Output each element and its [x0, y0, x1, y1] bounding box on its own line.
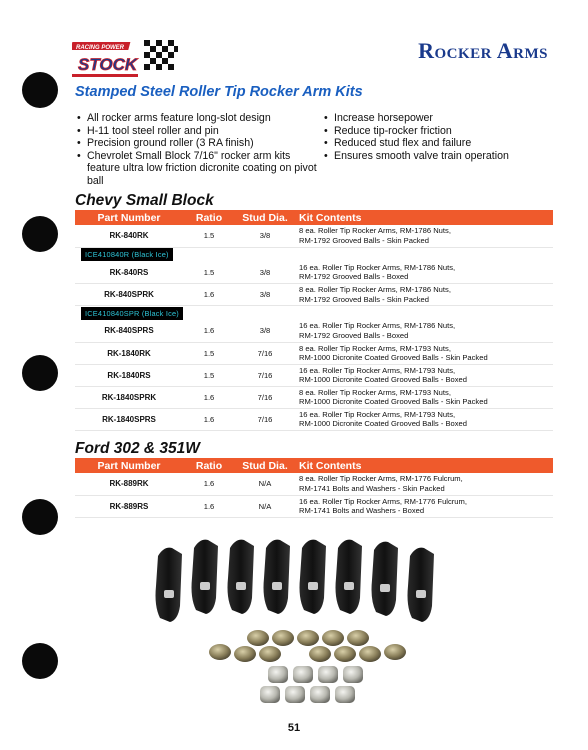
col-header-contents: Kit Contents: [295, 458, 553, 473]
kit-contents-cell: [295, 284, 553, 306]
part-number-cell: RK-840SPRK: [75, 284, 183, 306]
feature-list-right: [322, 112, 552, 162]
table-row: [75, 284, 553, 306]
kit-contents-line: 16 ea. Roller Tip Rocker Arms, RM-1786 Nuts,: [299, 321, 456, 331]
ratio-cell: 1.6: [183, 495, 235, 517]
stud-dia-cell: 3/8: [235, 262, 295, 284]
col-header-stud: Stud Dia.: [235, 210, 295, 225]
ford-kit-table: [75, 458, 553, 518]
binder-hole-5: [22, 643, 58, 679]
col-header-stud: Stud Dia.: [235, 458, 295, 473]
ratio-cell: 1.6: [183, 284, 235, 306]
col-header-ratio: Ratio: [183, 210, 235, 225]
feature-item: • H-11 tool steel roller and pin: [75, 125, 325, 138]
kit-contents-line: RM-1741 Bolts and Washers - Boxed: [299, 506, 425, 515]
feature-item: • Reduce tip-rocker friction: [322, 125, 552, 138]
stud-dia-cell: 7/16: [235, 364, 295, 386]
svg-text:STOCK: STOCK: [78, 55, 138, 74]
part-number-cell: RK-840SPRS: [75, 320, 183, 342]
kit-contents-cell: [295, 364, 553, 386]
col-header-part: Part Number: [75, 210, 183, 225]
kit-contents-line: RM-1792 Grooved Balls - Skin Packed: [299, 294, 429, 304]
kit-contents-cell: [295, 262, 553, 284]
kit-contents-line: 8 ea. Roller Tip Rocker Arms, RM-1786 Nuts,: [299, 285, 451, 295]
feature-item: • Ensures smooth valve train operation: [322, 150, 552, 163]
kit-contents-line: 16 ea. Roller Tip Rocker Arms, RM-1793 Nuts,: [299, 365, 456, 375]
ratio-cell: 1.6: [183, 473, 235, 495]
binder-hole-2: [22, 216, 58, 252]
kit-contents-cell: [295, 386, 553, 408]
kit-contents-cell: [295, 408, 553, 430]
ratio-cell: 1.5: [183, 225, 235, 247]
kit-contents-line: RM-1000 Dicronite Coated Grooved Balls - Skin Packed: [299, 397, 488, 406]
table-row: [75, 386, 553, 408]
feature-item: • Precision ground roller (3 RA finish): [75, 137, 325, 150]
black-ice-badge: ICE410840R (Black Ice): [81, 248, 173, 261]
table-row: [75, 342, 553, 364]
col-header-contents: Kit Contents: [295, 210, 553, 225]
chevy-section-title: Chevy Small Block: [75, 192, 214, 209]
black-ice-badge: ICE410840SPR (Black Ice): [81, 307, 183, 320]
kit-contents-line: 8 ea. Roller Tip Rocker Arms, RM-1786 Nuts,: [299, 226, 451, 236]
table-row: [75, 473, 553, 495]
kit-contents-line: RM-1000 Dicronite Coated Grooved Balls - Boxed: [299, 375, 467, 384]
part-number-cell: RK-889RK: [75, 473, 183, 495]
stud-dia-cell: 7/16: [235, 386, 295, 408]
kit-contents-line: RM-1000 Dicronite Coated Grooved Balls - Boxed: [299, 419, 467, 428]
kit-contents-line: RM-1792 Grooved Balls - Boxed: [299, 330, 409, 340]
kit-contents-cell: [295, 495, 553, 517]
black-ice-row: [75, 247, 553, 262]
binder-hole-3: [22, 355, 58, 391]
part-number-cell: RK-889RS: [75, 495, 183, 517]
part-number-cell: RK-1840RS: [75, 364, 183, 386]
part-number-cell: RK-1840RK: [75, 342, 183, 364]
kit-contents-line: 8 ea. Roller Tip Rocker Arms, RM-1793 Nuts,: [299, 343, 451, 353]
page-title: Rocker Arms: [418, 38, 548, 63]
ratio-cell: 1.6: [183, 386, 235, 408]
kit-contents-line: 16 ea. Roller Tip Rocker Arms, RM-1786 Nuts,: [299, 262, 456, 272]
stud-dia-cell: N/A: [235, 473, 295, 495]
kit-contents-cell: [295, 473, 553, 495]
kit-contents-line: 8 ea. Roller Tip Rocker Arms, RM-1776 Fulcrum,: [299, 474, 463, 484]
page-number: 51: [287, 722, 301, 734]
kit-contents-line: 16 ea. Roller Tip Rocker Arms, RM-1793 Nuts,: [299, 409, 456, 419]
stud-dia-cell: 7/16: [235, 342, 295, 364]
ratio-cell: 1.6: [183, 320, 235, 342]
stud-dia-cell: 3/8: [235, 320, 295, 342]
feature-item: • Increase horsepower: [322, 112, 552, 125]
part-number-cell: RK-840RS: [75, 262, 183, 284]
part-number-cell: RK-1840SPRK: [75, 386, 183, 408]
stud-dia-cell: 3/8: [235, 225, 295, 247]
kit-contents-line: 16 ea. Roller Tip Rocker Arms, RM-1776 Fulcrum,: [299, 496, 467, 506]
rocker-arm-product-photo: [150, 538, 440, 710]
col-header-part: Part Number: [75, 458, 183, 473]
table-row: [75, 320, 553, 342]
col-header-ratio: Ratio: [183, 458, 235, 473]
ratio-cell: 1.5: [183, 364, 235, 386]
kit-contents-line: RM-1792 Grooved Balls - Skin Packed: [299, 235, 429, 245]
kit-contents-cell: [295, 320, 553, 342]
table-row: [75, 364, 553, 386]
ratio-cell: 1.5: [183, 342, 235, 364]
section-subtitle: Stamped Steel Roller Tip Rocker Arm Kits: [75, 84, 363, 100]
feature-item: • Chevrolet Small Block 7/16" rocker arm kits feature ultra low friction dicronite coating on pivot ball: [75, 150, 325, 188]
black-ice-row: [75, 306, 553, 321]
stud-dia-cell: 3/8: [235, 284, 295, 306]
ratio-cell: 1.6: [183, 408, 235, 430]
binder-hole-4: [22, 499, 58, 535]
ford-section-title: Ford 302 & 351W: [75, 440, 200, 457]
part-number-cell: RK-840RK: [75, 225, 183, 247]
kit-contents-line: 8 ea. Roller Tip Rocker Arms, RM-1793 Nuts,: [299, 387, 451, 397]
feature-item: • Reduced stud flex and failure: [322, 137, 552, 150]
kit-contents-line: RM-1000 Dicronite Coated Grooved Balls - Skin Packed: [299, 353, 488, 362]
feature-item: • All rocker arms feature long-slot design: [75, 112, 325, 125]
feature-list-left: [75, 112, 325, 188]
stud-dia-cell: 7/16: [235, 408, 295, 430]
kit-contents-cell: [295, 342, 553, 364]
table-row: [75, 225, 553, 247]
binder-hole-1: [22, 72, 58, 108]
table-row: [75, 495, 553, 517]
table-header-row: [75, 458, 553, 473]
kit-contents-cell: [295, 225, 553, 247]
chevy-kit-table: [75, 210, 553, 431]
kit-contents-line: RM-1741 Bolts and Washers - Skin Packed: [299, 483, 445, 493]
brand-logo: [72, 36, 180, 80]
stud-dia-cell: N/A: [235, 495, 295, 517]
part-number-cell: RK-1840SPRS: [75, 408, 183, 430]
ratio-cell: 1.5: [183, 262, 235, 284]
table-row: [75, 408, 553, 430]
table-header-row: [75, 210, 553, 225]
svg-text:RACING POWER: RACING POWER: [76, 45, 124, 51]
kit-contents-line: RM-1792 Grooved Balls - Boxed: [299, 272, 409, 282]
table-row: [75, 262, 553, 284]
